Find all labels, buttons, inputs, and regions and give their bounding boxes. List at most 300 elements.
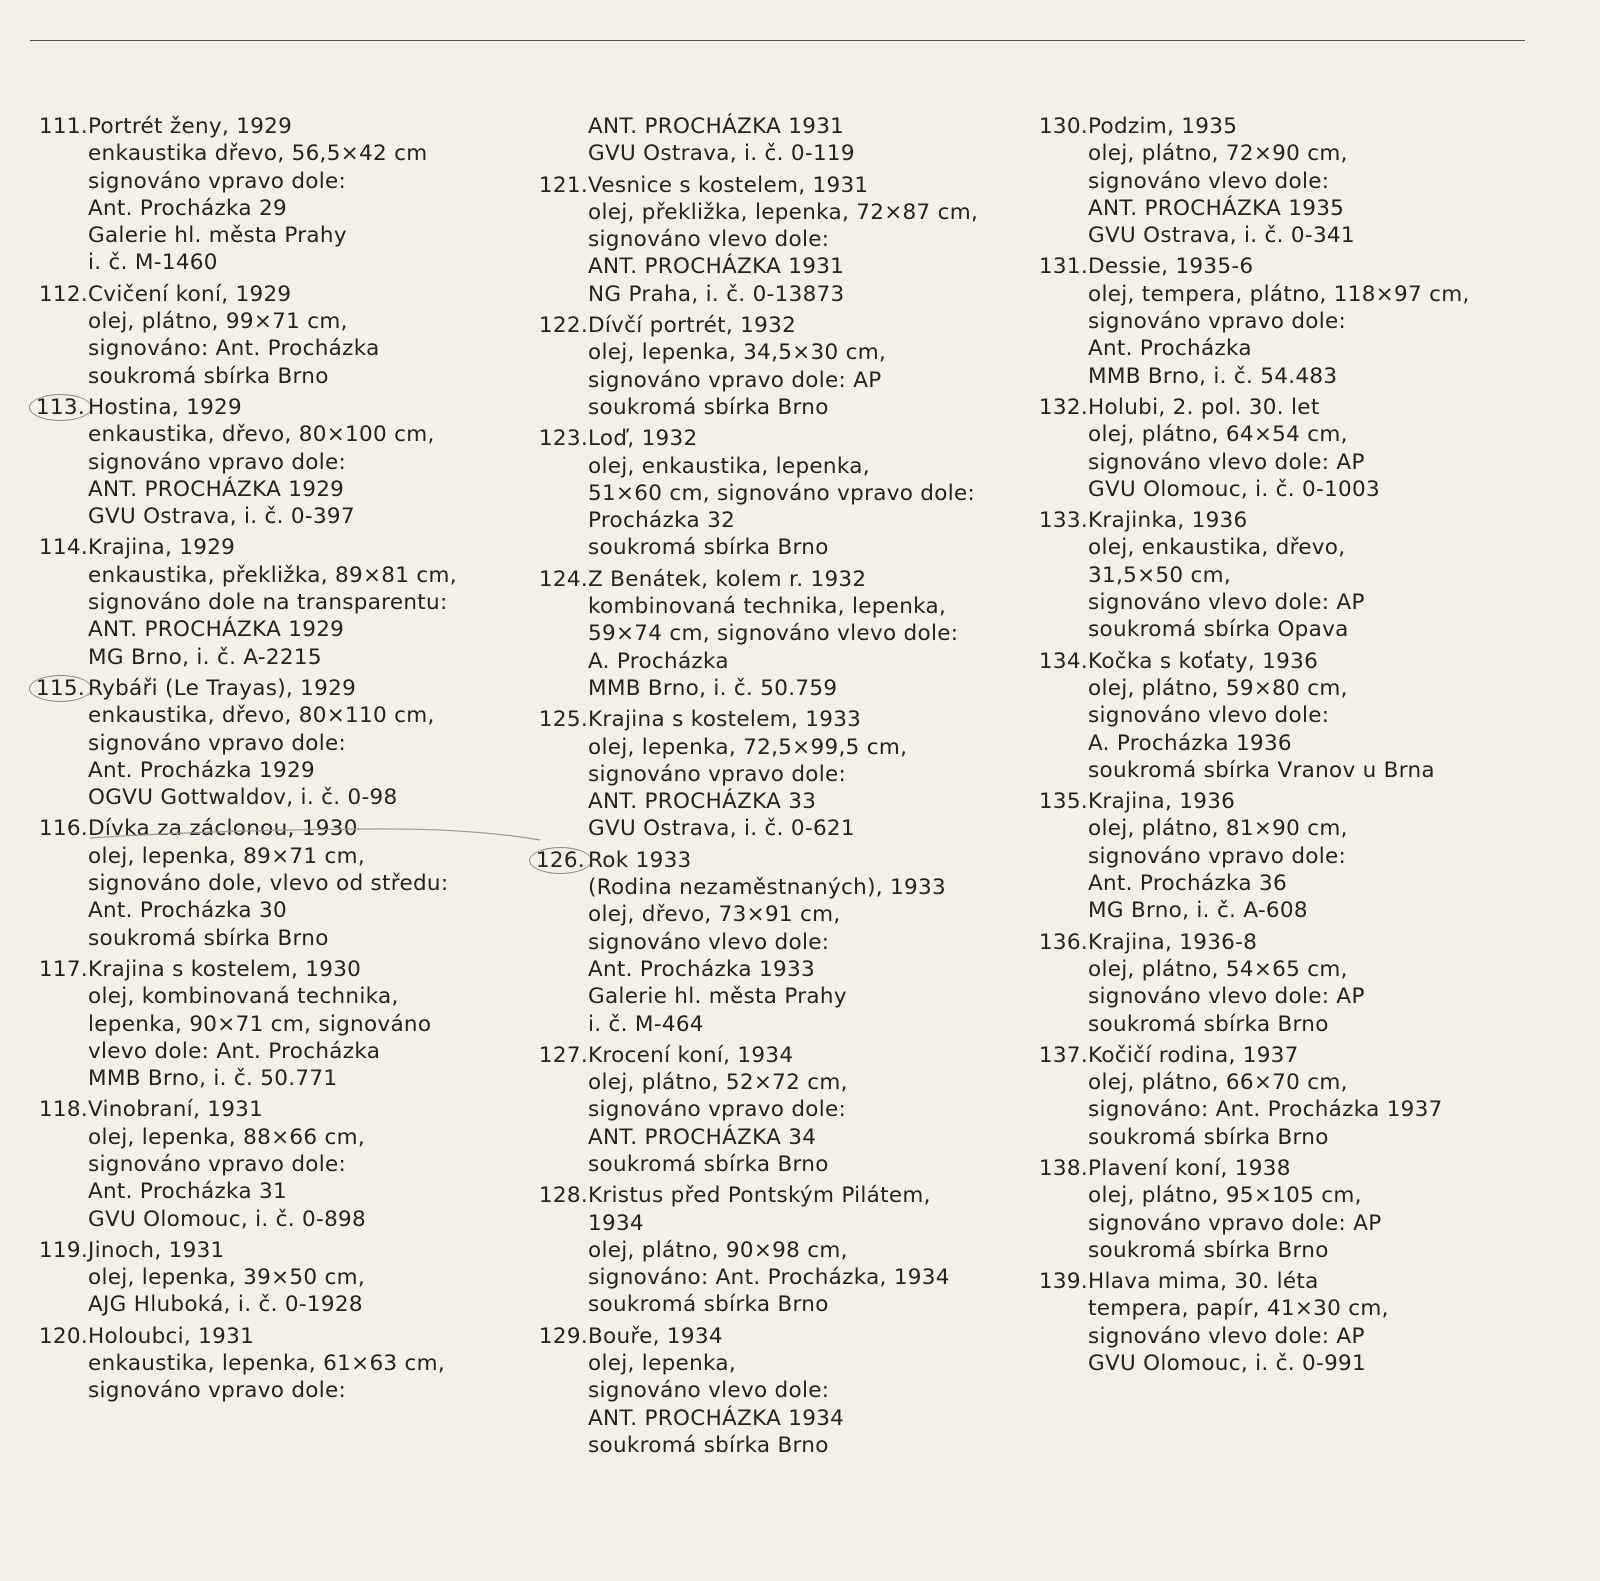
entry-line (1022, 335, 1552, 362)
catalog-entry (522, 312, 1022, 421)
entry-line (22, 675, 532, 702)
catalog-entry (1022, 394, 1552, 503)
entry-detail: 1934 (588, 1210, 644, 1236)
entry-line (1022, 1295, 1552, 1322)
entry-detail: signováno vpravo dole: AP (588, 367, 882, 393)
entry-number: 130. (1038, 114, 1088, 139)
entry-title: Jinoch, 1931 (88, 1237, 225, 1263)
entry-title: Z Benátek, kolem r. 1932 (588, 566, 867, 592)
entry-title: Kristus před Pontským Pilátem, (588, 1183, 931, 1209)
entry-line (522, 648, 1022, 675)
catalog-entry (22, 113, 532, 277)
entry-detail: tempera, papír, 41×30 cm, (1088, 1296, 1389, 1322)
entry-detail: ANT. PROCHÁZKA 1935 (1088, 195, 1345, 221)
catalog-entry (22, 956, 532, 1092)
entry-line (22, 1323, 532, 1350)
entry-detail: ANT. PROCHÁZKA 1929 (88, 476, 345, 502)
entry-title: Bouře, 1934 (588, 1323, 723, 1349)
pencil-underline-mark (90, 820, 540, 850)
entry-detail: 31,5×50 cm, (1088, 562, 1231, 588)
entry-detail: olej, plátno, 95×105 cm, (1088, 1183, 1362, 1209)
entry-detail: signováno vlevo dole: AP (1088, 590, 1365, 616)
entry-line (522, 1151, 1022, 1178)
entry-title: Krajinka, 1936 (1088, 508, 1248, 534)
entry-title: Loď, 1932 (588, 426, 698, 452)
entry-line (22, 335, 532, 362)
entry-detail: MMB Brno, i. č. 54.483 (1088, 363, 1338, 389)
entry-detail: soukromá sbírka Vranov u Brna (1088, 757, 1435, 783)
entry-detail: Procházka 32 (588, 508, 736, 534)
entry-title: Vesnice s kostelem, 1931 (588, 172, 869, 198)
catalog-entry (22, 281, 532, 390)
entry-line (22, 503, 532, 530)
entry-line (22, 897, 532, 924)
entry-line (1022, 1011, 1552, 1038)
entry-title: Cvičení koní, 1929 (88, 281, 292, 307)
entry-detail: signováno dole, vlevo od středu: (88, 871, 449, 897)
catalog-entry (22, 1237, 532, 1319)
entry-detail: GVU Olomouc, i. č. 0-1003 (1088, 476, 1380, 502)
entry-detail: olej, plátno, 54×65 cm, (1088, 956, 1348, 982)
entry-number: 132. (1038, 394, 1088, 420)
catalog-entry (1022, 1268, 1552, 1377)
entry-line (1022, 1182, 1552, 1209)
entry-detail: Ant. Procházka 31 (88, 1179, 287, 1205)
entry-line (522, 593, 1022, 620)
entry-number: 125. (538, 707, 588, 733)
catalog-entry (522, 706, 1022, 842)
entry-line (1022, 1268, 1552, 1295)
entry-detail: vlevo dole: Ant. Procházka (88, 1038, 381, 1064)
entry-line (1022, 1096, 1552, 1123)
entry-detail: signováno vpravo dole: (88, 168, 347, 194)
entry-detail: A. Procházka 1936 (1088, 730, 1292, 756)
entry-detail: signováno: Ant. Procházka, 1934 (588, 1265, 950, 1291)
entry-number: 126. (529, 847, 592, 874)
entry-number: 111. (38, 114, 88, 139)
entry-line (22, 449, 532, 476)
entry-detail: ANT. PROCHÁZKA 1934 (588, 1405, 845, 1431)
entry-line (522, 815, 1022, 842)
entry-line (22, 476, 532, 503)
entry-detail: GVU Ostrava, i. č. 0-397 (88, 504, 355, 530)
entry-line (522, 847, 1022, 874)
entry-line (1022, 870, 1552, 897)
entry-line (522, 1237, 1022, 1264)
entry-detail: MMB Brno, i. č. 50.759 (588, 675, 838, 701)
entry-line (1022, 929, 1552, 956)
catalog-entry (1022, 253, 1552, 389)
entry-number: 123. (538, 426, 588, 452)
entry-detail: Galerie hl. města Prahy (88, 223, 347, 249)
entry-line (522, 1291, 1022, 1318)
entry-detail: GVU Ostrava, i. č. 0-341 (1088, 223, 1355, 249)
entry-detail: olej, enkaustika, lepenka, (588, 453, 870, 479)
entry-line (522, 140, 1022, 167)
entry-line (1022, 394, 1552, 421)
entry-line (522, 253, 1022, 280)
entry-number: 122. (538, 313, 588, 339)
entry-detail: i. č. M-1460 (88, 250, 218, 276)
entry-line (22, 616, 532, 643)
entry-line (522, 1042, 1022, 1069)
entry-detail: signováno vlevo dole: (588, 227, 830, 253)
entry-title: Hostina, 1929 (88, 394, 243, 420)
entry-title: Holoubci, 1931 (88, 1323, 255, 1349)
entry-detail: signováno vlevo dole: (1088, 703, 1330, 729)
entry-detail: olej, lepenka, (588, 1351, 736, 1377)
catalog-entry (522, 1182, 1022, 1318)
entry-title: Portrét ženy, 1929 (88, 114, 293, 139)
entry-line (22, 113, 532, 140)
entry-number: 137. (1038, 1042, 1088, 1068)
entry-line (522, 1377, 1022, 1404)
entry-title: ANT. PROCHÁZKA 1931 (588, 114, 845, 139)
entry-line (522, 339, 1022, 366)
entry-detail: soukromá sbírka Brno (88, 363, 329, 389)
entry-line (22, 1377, 532, 1404)
entry-line (22, 702, 532, 729)
entry-detail: soukromá sbírka Brno (88, 925, 329, 951)
entry-line (22, 534, 532, 561)
catalog-column-1 (22, 113, 532, 1409)
catalog-entry (22, 1323, 532, 1405)
entry-line (22, 1096, 532, 1123)
entry-line (1022, 140, 1552, 167)
entry-line (1022, 253, 1552, 280)
entry-detail: signováno vpravo dole: (88, 449, 347, 475)
entry-detail: signováno vlevo dole: AP (1088, 449, 1365, 475)
entry-title: Plavení koní, 1938 (1088, 1155, 1291, 1181)
catalog-entry (1022, 1042, 1552, 1151)
entry-detail: Ant. Procházka 30 (88, 898, 287, 924)
entry-line (1022, 757, 1552, 784)
entry-detail: signováno: Ant. Procházka 1937 (1088, 1097, 1443, 1123)
entry-detail: olej, plátno, 52×72 cm, (588, 1070, 848, 1096)
top-rule (30, 40, 1525, 41)
entry-line (1022, 1042, 1552, 1069)
entry-line (522, 453, 1022, 480)
entry-line (522, 425, 1022, 452)
entry-detail: NG Praha, i. č. 0-13873 (588, 281, 845, 307)
catalog-entry (522, 1042, 1022, 1178)
entry-detail: soukromá sbírka Brno (588, 1432, 829, 1458)
catalog-entry (522, 1323, 1022, 1459)
entry-line (22, 1011, 532, 1038)
entry-detail: signováno vlevo dole: (588, 1378, 830, 1404)
entry-detail: GVU Ostrava, i. č. 0-119 (588, 141, 855, 167)
entry-line (22, 730, 532, 757)
catalog-entry (1022, 1155, 1552, 1264)
entry-line (1022, 195, 1552, 222)
entry-title: Krajina, 1936 (1088, 789, 1236, 815)
entry-title: Rybáři (Le Trayas), 1929 (88, 675, 357, 701)
catalog-entry (1022, 648, 1552, 784)
entry-line (22, 1124, 532, 1151)
entry-line (1022, 534, 1552, 561)
entry-line (1022, 956, 1552, 983)
entry-line (522, 394, 1022, 421)
entry-line (522, 1323, 1022, 1350)
entry-line (522, 566, 1022, 593)
entry-line (522, 113, 1022, 140)
entry-number: 112. (38, 281, 88, 307)
entry-number: 117. (38, 956, 88, 982)
entry-detail: Ant. Procházka 36 (1088, 871, 1287, 897)
entry-number: 135. (1038, 789, 1088, 815)
entry-detail: soukromá sbírka Brno (588, 1292, 829, 1318)
entry-detail: GVU Olomouc, i. č. 0-991 (1088, 1351, 1367, 1377)
entry-detail: ANT. PROCHÁZKA 34 (588, 1124, 817, 1150)
entry-line (1022, 730, 1552, 757)
entry-line (1022, 222, 1552, 249)
entry-detail: signováno vlevo dole: AP (1088, 1323, 1365, 1349)
entry-detail: olej, plátno, 72×90 cm, (1088, 141, 1348, 167)
catalog-entry (522, 566, 1022, 702)
entry-detail: signováno vpravo dole: (88, 730, 347, 756)
entry-number: 116. (38, 816, 88, 842)
entry-line (1022, 1210, 1552, 1237)
entry-detail: soukromá sbírka Brno (1088, 1237, 1329, 1263)
catalog-entry (22, 675, 532, 811)
entry-number: 139. (1038, 1269, 1088, 1295)
entry-line (22, 757, 532, 784)
entry-detail: (Rodina nezaměstnaných), 1933 (588, 875, 946, 901)
entry-detail: Galerie hl. města Prahy (588, 984, 847, 1010)
entry-detail: signováno vlevo dole: (588, 929, 830, 955)
entry-line (1022, 113, 1552, 140)
catalog-entry (522, 847, 1022, 1038)
entry-line (522, 1011, 1022, 1038)
entry-number: 118. (38, 1097, 88, 1123)
entry-detail: signováno vpravo dole: (88, 1151, 347, 1177)
entry-detail: A. Procházka (588, 648, 729, 674)
entry-line (522, 281, 1022, 308)
catalog-entry (22, 534, 532, 670)
entry-line (22, 562, 532, 589)
entry-line (22, 140, 532, 167)
entry-title: Krocení koní, 1934 (588, 1042, 794, 1068)
entry-title: Rok 1933 (588, 847, 692, 873)
entry-detail: olej, plátno, 90×98 cm, (588, 1237, 848, 1263)
entry-number: 136. (1038, 929, 1088, 955)
entry-number: 119. (38, 1237, 88, 1263)
entry-line (522, 956, 1022, 983)
catalog-column-3 (1022, 113, 1552, 1381)
entry-line (522, 199, 1022, 226)
entry-detail: Ant. Procházka 1929 (88, 757, 315, 783)
entry-line (22, 870, 532, 897)
entry-detail: olej, lepenka, 72,5×99,5 cm, (588, 734, 908, 760)
entry-line (1022, 1155, 1552, 1182)
entry-line (22, 784, 532, 811)
entry-detail: soukromá sbírka Brno (588, 394, 829, 420)
entry-line (22, 956, 532, 983)
entry-line (1022, 648, 1552, 675)
entry-title: Dívka za záclonou, 1930 (88, 816, 358, 842)
entry-line (522, 706, 1022, 733)
entry-line (522, 1182, 1022, 1209)
entry-line (22, 983, 532, 1010)
entry-detail: olej, plátno, 81×90 cm, (1088, 816, 1348, 842)
entry-detail: MG Brno, i. č. A-2215 (88, 644, 322, 670)
entry-line (1022, 562, 1552, 589)
entry-line (1022, 363, 1552, 390)
entry-line (22, 394, 532, 421)
catalog-entry (522, 172, 1022, 308)
entry-detail: signováno: Ant. Procházka (88, 336, 380, 362)
entry-line (522, 312, 1022, 339)
entry-line (22, 1264, 532, 1291)
entry-title: Dívčí portrét, 1932 (588, 313, 797, 339)
entry-detail: enkaustika, dřevo, 80×110 cm, (88, 703, 435, 729)
entry-title: Kočičí rodina, 1937 (1088, 1042, 1299, 1068)
entry-detail: enkaustika dřevo, 56,5×42 cm (88, 141, 428, 167)
entry-line (522, 1210, 1022, 1237)
entry-detail: GVU Olomouc, i. č. 0-898 (88, 1206, 367, 1232)
entry-number: 113. (29, 394, 92, 421)
entry-line (22, 363, 532, 390)
entry-line (22, 1065, 532, 1092)
entry-line (522, 983, 1022, 1010)
entry-detail: soukromá sbírka Brno (1088, 1011, 1329, 1037)
catalog-column-2 (522, 113, 1022, 1463)
entry-number: 129. (538, 1323, 588, 1349)
entry-line (522, 1432, 1022, 1459)
entry-detail: lepenka, 90×71 cm, signováno (88, 1011, 432, 1037)
entry-number: 124. (538, 566, 588, 592)
entry-detail: ANT. PROCHÁZKA 1929 (88, 617, 345, 643)
entry-title: Kočka s koťaty, 1936 (1088, 648, 1319, 674)
entry-line (522, 507, 1022, 534)
entry-line (522, 761, 1022, 788)
entry-number: 120. (38, 1323, 88, 1349)
entry-line (22, 1038, 532, 1065)
entry-line (22, 1178, 532, 1205)
entry-title: Vinobraní, 1931 (88, 1097, 264, 1123)
entry-line (1022, 281, 1552, 308)
entry-line (1022, 616, 1552, 643)
entry-number: 121. (538, 172, 588, 198)
entry-detail: GVU Ostrava, i. č. 0-621 (588, 816, 855, 842)
entry-detail: OGVU Gottwaldov, i. č. 0-98 (88, 785, 398, 811)
entry-line (522, 929, 1022, 956)
entry-line (22, 281, 532, 308)
entry-detail: olej, lepenka, 34,5×30 cm, (588, 340, 887, 366)
entry-detail: olej, překližka, lepenka, 72×87 cm, (588, 199, 979, 225)
entry-line (22, 1206, 532, 1233)
entry-detail: signováno vpravo dole: (1088, 309, 1347, 335)
entry-detail: signováno dole na transparentu: (88, 590, 448, 616)
entry-detail: olej, lepenka, 88×66 cm, (88, 1124, 365, 1150)
entry-number: 134. (1038, 648, 1088, 674)
entry-line (522, 788, 1022, 815)
entry-line (22, 1237, 532, 1264)
catalog-entry (22, 394, 532, 530)
entry-line (22, 308, 532, 335)
entry-detail: olej, plátno, 66×70 cm, (1088, 1070, 1348, 1096)
entry-title: Krajina s kostelem, 1930 (88, 956, 362, 982)
catalog-entry (522, 113, 1022, 168)
entry-number: 138. (1038, 1155, 1088, 1181)
entry-line (522, 675, 1022, 702)
entry-number: 128. (538, 1183, 588, 1209)
catalog-entry (22, 1096, 532, 1232)
entry-line (1022, 843, 1552, 870)
entry-line (1022, 1124, 1552, 1151)
entry-detail: olej, plátno, 59×80 cm, (1088, 675, 1348, 701)
entry-detail: 51×60 cm, signováno vpravo dole: (588, 480, 976, 506)
entry-line (522, 1069, 1022, 1096)
catalog-entry (1022, 788, 1552, 924)
entry-detail: signováno vlevo dole: (1088, 168, 1330, 194)
entry-detail: ANT. PROCHÁZKA 1931 (588, 254, 845, 280)
entry-detail: enkaustika, překližka, 89×81 cm, (88, 562, 457, 588)
entry-title: Krajina s kostelem, 1933 (588, 707, 862, 733)
entry-line (522, 1350, 1022, 1377)
entry-line (522, 1124, 1022, 1151)
entry-line (522, 901, 1022, 928)
entry-line (1022, 476, 1552, 503)
entry-line (522, 226, 1022, 253)
entry-line (522, 1264, 1022, 1291)
entry-line (1022, 897, 1552, 924)
entry-detail: Ant. Procházka 29 (88, 195, 287, 221)
entry-line (1022, 815, 1552, 842)
entry-line (522, 1096, 1022, 1123)
entry-detail: ANT. PROCHÁZKA 33 (588, 789, 817, 815)
entry-detail: Ant. Procházka (1088, 336, 1252, 362)
entry-line (522, 734, 1022, 761)
entry-number: 131. (1038, 254, 1088, 280)
entry-line (1022, 168, 1552, 195)
entry-detail: enkaustika, dřevo, 80×100 cm, (88, 422, 435, 448)
entry-line (1022, 675, 1552, 702)
entry-line (522, 172, 1022, 199)
entry-detail: MG Brno, i. č. A-608 (1088, 898, 1308, 924)
entry-line (1022, 1350, 1552, 1377)
entry-line (1022, 1069, 1552, 1096)
entry-line (522, 1405, 1022, 1432)
entry-line (1022, 589, 1552, 616)
entry-detail: soukromá sbírka Brno (588, 1151, 829, 1177)
entry-line (22, 195, 532, 222)
entry-detail: MMB Brno, i. č. 50.771 (88, 1066, 338, 1092)
entry-number: 115. (29, 675, 92, 702)
entry-detail: enkaustika, lepenka, 61×63 cm, (88, 1351, 446, 1377)
entry-title: Krajina, 1936-8 (1088, 929, 1258, 955)
entry-detail: olej, kombinovaná technika, (88, 984, 399, 1010)
entry-detail: AJG Hluboká, i. č. 0-1928 (88, 1292, 363, 1318)
entry-line (1022, 421, 1552, 448)
entry-detail: signováno vpravo dole: AP (1088, 1210, 1382, 1236)
entry-detail: signováno vpravo dole: (1088, 843, 1347, 869)
entry-detail: 59×74 cm, signováno vlevo dole: (588, 621, 959, 647)
entry-detail: Ant. Procházka 1933 (588, 956, 815, 982)
entry-line (1022, 983, 1552, 1010)
entry-detail: olej, enkaustika, dřevo, (1088, 535, 1346, 561)
entry-line (1022, 702, 1552, 729)
entry-line (22, 1151, 532, 1178)
entry-title: Holubi, 2. pol. 30. let (1088, 394, 1320, 420)
entry-line (22, 589, 532, 616)
entry-line (22, 644, 532, 671)
entry-line (22, 168, 532, 195)
entry-number: 114. (38, 535, 88, 561)
entry-detail: olej, lepenka, 39×50 cm, (88, 1265, 365, 1291)
entry-detail: signováno vpravo dole: (588, 1097, 847, 1123)
entry-detail: soukromá sbírka Brno (1088, 1124, 1329, 1150)
